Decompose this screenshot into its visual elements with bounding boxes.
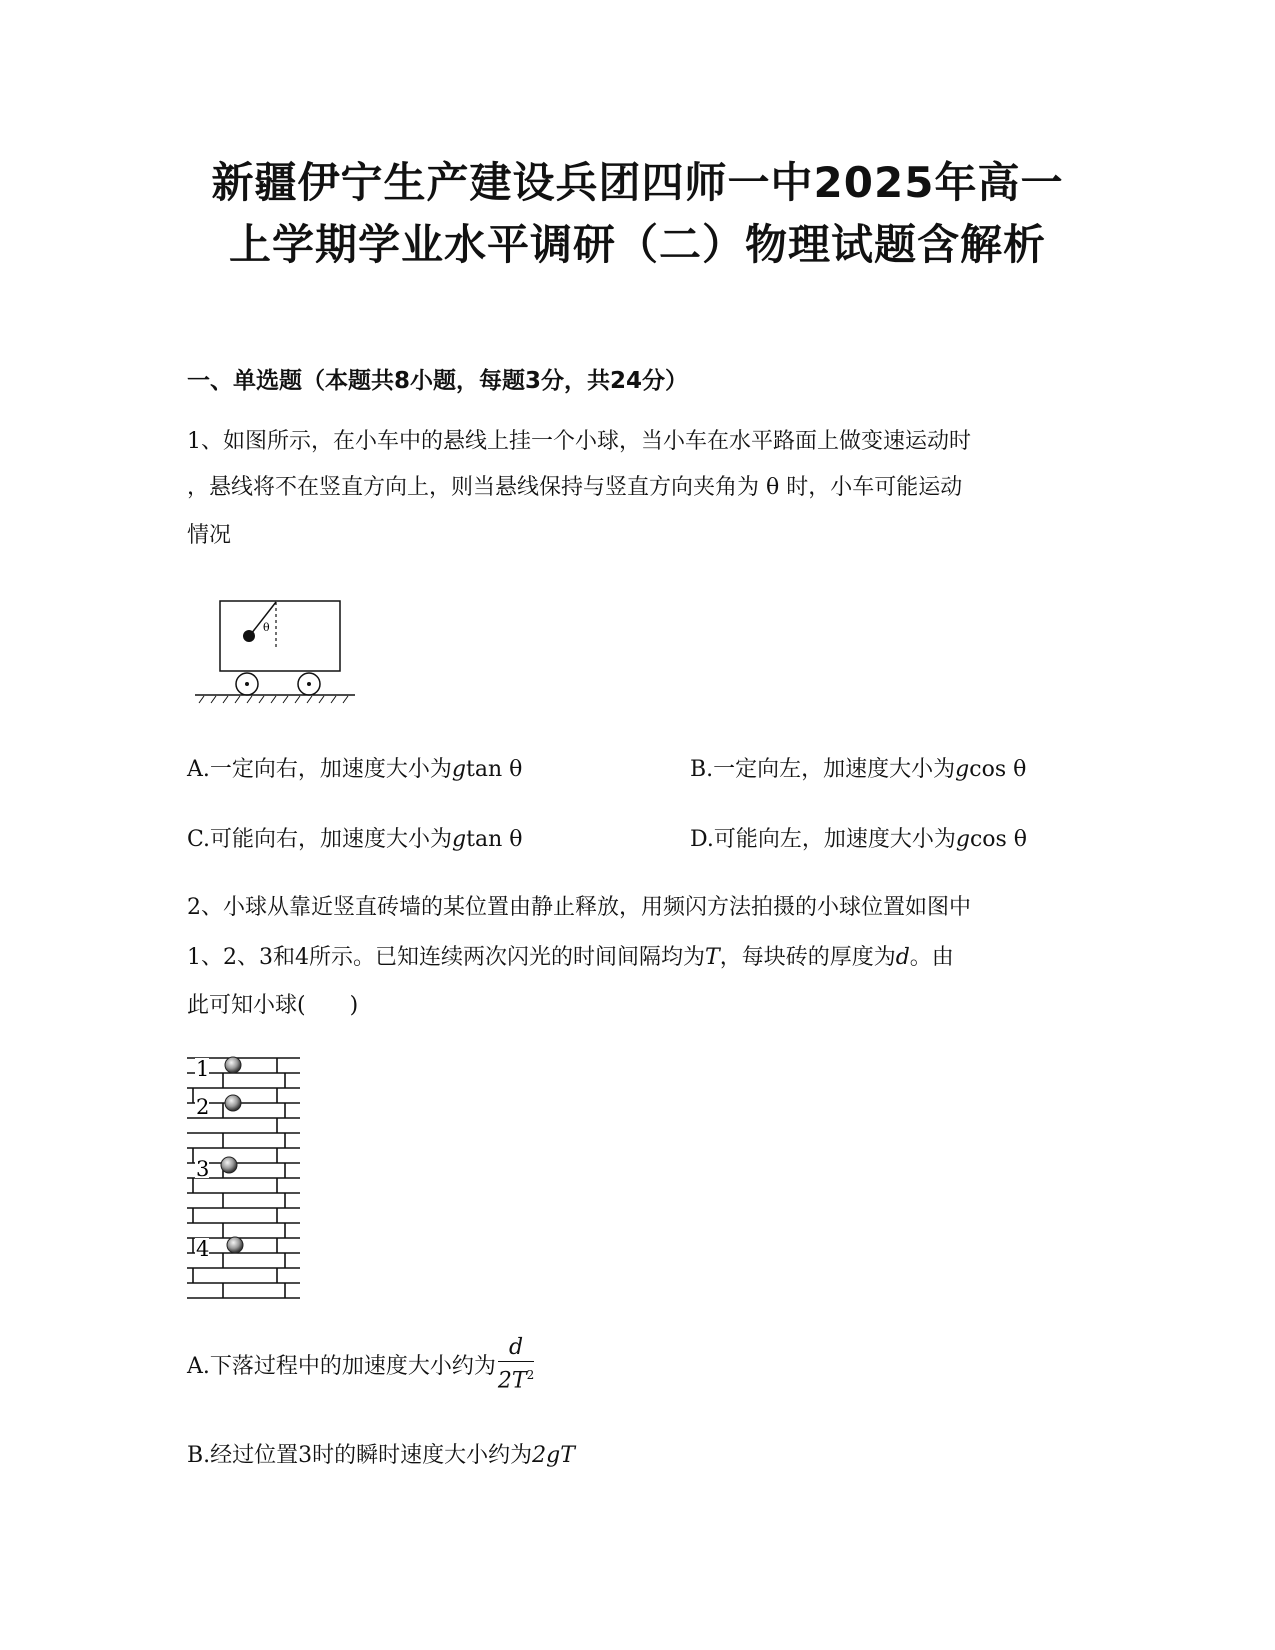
q1-line-2: ，悬线将不在竖直方向上，则当悬线保持与竖直方向夹角为 θ 时，小车可能运动	[187, 475, 963, 500]
q1-option-a[interactable]: A.一定向右，加速度大小为gtan θ	[187, 757, 523, 782]
q1-option-b[interactable]: B.一定向左，加速度大小为gcos θ	[690, 757, 1027, 782]
q2-brick-wall-figure	[185, 1050, 305, 1310]
q2-line-3: 此可知小球( )	[187, 993, 359, 1018]
q2-option-a[interactable]: A.下落过程中的加速度大小约为 $\frac{d}{2T^2}$	[187, 1335, 535, 1394]
q1-option-c[interactable]: C.可能向右，加速度大小为gtan θ	[187, 827, 523, 852]
wheel-right-axle	[307, 682, 311, 686]
ball-position-4	[227, 1237, 243, 1253]
q1-line-3: 情况	[187, 523, 232, 548]
position-label-4: 4	[196, 1237, 210, 1261]
q1-option-d[interactable]: D.可能向左，加速度大小为gcos θ	[690, 827, 1028, 852]
theta-label: θ	[263, 621, 270, 634]
ball-position-3	[221, 1157, 237, 1173]
q2-option-b[interactable]: B.经过位置3时的瞬时速度大小约为2gT	[187, 1443, 575, 1468]
ball-position-1	[225, 1057, 241, 1073]
q1-line-1: 1、如图所示，在小车中的悬线上挂一个小球，当小车在水平路面上做变速运动时	[187, 429, 971, 454]
pendulum-ball	[243, 630, 255, 642]
q2-line-2: 1、2、3和4所示。已知连续两次闪光的时间间隔均为T，每块砖的厚度为d。由	[187, 945, 954, 970]
cart-body	[220, 601, 340, 671]
position-label-1: 1	[196, 1057, 210, 1081]
ball-position-2	[225, 1095, 241, 1111]
q1-cart-figure	[190, 590, 360, 720]
wheel-left-axle	[245, 682, 249, 686]
position-label-2: 2	[196, 1095, 210, 1119]
q2-line-1: 2、小球从靠近竖直砖墙的某位置由静止释放，用频闪方法拍摄的小球位置如图中	[187, 895, 971, 920]
document-title-line-2: 上学期学业水平调研（二）物理试题含解析	[228, 220, 1046, 269]
ground-hatching	[199, 696, 348, 703]
section-heading: 一、单选题（本题共8小题，每题3分，共24分）	[187, 368, 689, 394]
fraction-d-over-2t-squared: $\frac{d}{2T^2}$	[497, 1335, 535, 1394]
document-title-line-1: 新疆伊宁生产建设兵团四师一中2025年高一	[211, 158, 1064, 207]
position-label-3: 3	[196, 1157, 210, 1181]
